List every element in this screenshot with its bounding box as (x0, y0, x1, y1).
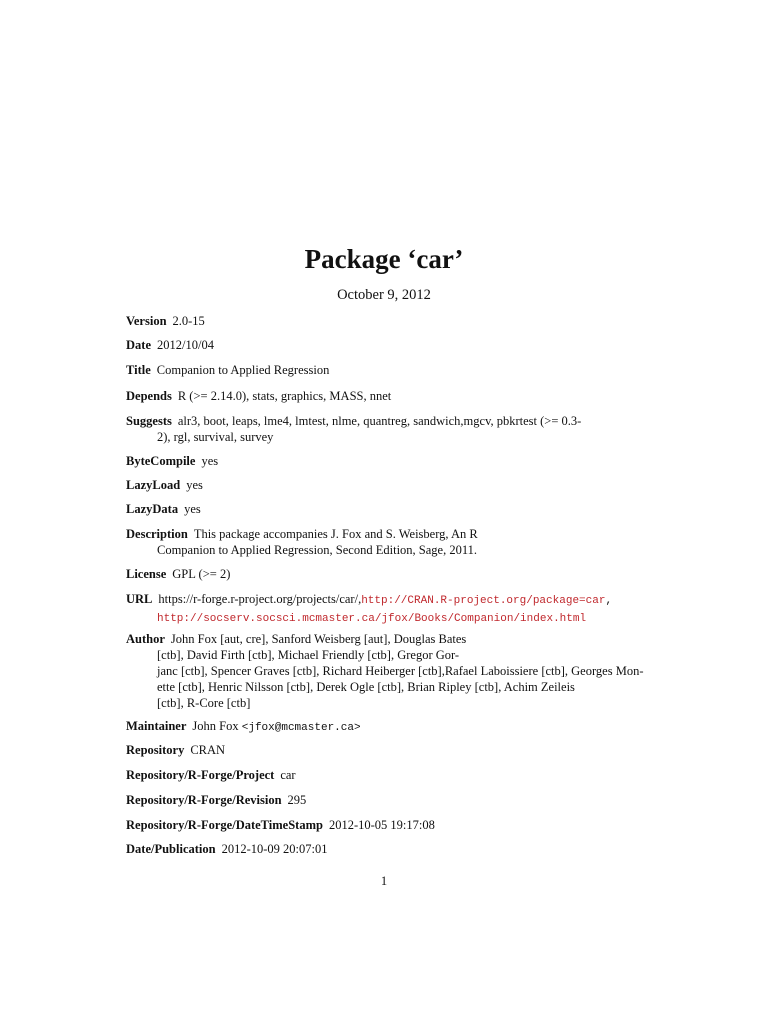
field-suggests (126, 413, 646, 445)
field-bytecompile (126, 453, 218, 469)
field-value: 2012-10-05 19:17:08 (328, 818, 435, 832)
field-key: Version (126, 314, 167, 328)
field-key: Repository/R-Forge/Revision (126, 793, 282, 807)
field-value: 2012/10/04 (157, 338, 214, 352)
field-key: Repository (126, 743, 185, 757)
field-value: 2.0-15 (172, 314, 205, 328)
field-rforge-revision (126, 792, 306, 808)
field-publication (126, 841, 328, 857)
field-key: Repository/R-Forge/DateTimeStamp (126, 818, 323, 832)
field-value: GPL (>= 2) (172, 567, 231, 581)
field-key: Suggests (126, 414, 172, 428)
field-value-continued: 2), rgl, survival, survey (157, 430, 274, 444)
field-date (126, 337, 214, 353)
field-value-continued: [ctb], David Firth [ctb], Michael Friendly [ctb], Gregor Gor- (157, 648, 460, 662)
field-value: yes (186, 478, 203, 492)
field-value-continued (126, 609, 646, 627)
field-value-continued: [ctb], R-Core [ctb] (157, 696, 251, 710)
field-key: Maintainer (126, 719, 187, 733)
package-title: Package ‘car’ (304, 244, 464, 274)
field-depends (126, 388, 391, 404)
field-key: Depends (126, 389, 172, 403)
field-value: 2012-10-09 20:07:01 (221, 842, 328, 856)
field-maintainer (126, 718, 361, 736)
field-lazyload (126, 477, 203, 493)
maintainer-email: <jfox@mcmaster.ca> (241, 722, 361, 734)
field-author (126, 631, 646, 711)
url-plain: https://r-forge.r-project.org/projects/car/, (158, 592, 362, 606)
field-key: Date (126, 338, 151, 352)
field-value: John Fox [aut, cre], Sanford Weisberg [aut], Douglas Bates (170, 632, 467, 646)
field-key: URL (126, 592, 153, 606)
field-key: Repository/R-Forge/Project (126, 768, 275, 782)
field-value-continued: ette [ctb], Henric Nilsson [ctb], Derek Ogle [ctb], Brian Ripley [ctb], Achim Zeileis (157, 680, 575, 694)
document-date: October 9, 2012 (337, 287, 431, 303)
field-rforge-timestamp (126, 817, 435, 833)
field-version (126, 313, 205, 329)
maintainer-name: John Fox (192, 719, 239, 733)
url-separator: , (605, 595, 613, 607)
field-rforge-project (126, 767, 296, 783)
field-key: License (126, 567, 167, 581)
field-value: yes (201, 454, 219, 468)
field-key: Description (126, 527, 188, 541)
field-value: R (>= 2.14.0), stats, graphics, MASS, nnet (177, 389, 392, 403)
field-value: yes (184, 502, 201, 516)
field-description (126, 526, 646, 558)
field-value: Companion to Applied Regression (156, 363, 330, 377)
field-key: Date/Publication (126, 842, 216, 856)
field-key: Title (126, 363, 151, 377)
field-title (126, 362, 329, 378)
field-value-continued: Companion to Applied Regression, Second Edition, Sage, 2011. (157, 543, 477, 557)
field-repository (126, 742, 225, 758)
field-value-continued: janc [ctb], Spencer Graves [ctb], Richard Heiberger [ctb],Rafael Laboissiere [ctb], Georges Mon- (157, 664, 644, 678)
field-key: Author (126, 632, 165, 646)
field-value: alr3, boot, leaps, lme4, lmtest, nlme, quantreg, sandwich,mgcv, pbkrtest (>= 0.3- (177, 414, 582, 428)
url-link-cran[interactable]: http://CRAN.R-project.org/package=car (361, 595, 606, 607)
field-url (126, 591, 646, 627)
field-value: CRAN (190, 743, 226, 757)
page-number: 1 (380, 874, 388, 888)
field-key: LazyData (126, 502, 179, 516)
field-license (126, 566, 230, 582)
field-key: LazyLoad (126, 478, 181, 492)
field-value: car (280, 768, 296, 782)
field-value: This package accompanies J. Fox and S. Weisberg, An R (193, 527, 478, 541)
field-key: ByteCompile (126, 454, 196, 468)
field-lazydata (126, 501, 201, 517)
field-value: 295 (287, 793, 307, 807)
url-link-companion[interactable]: http://socserv.socsci.mcmaster.ca/jfox/Books/Companion/index.html (157, 613, 587, 625)
